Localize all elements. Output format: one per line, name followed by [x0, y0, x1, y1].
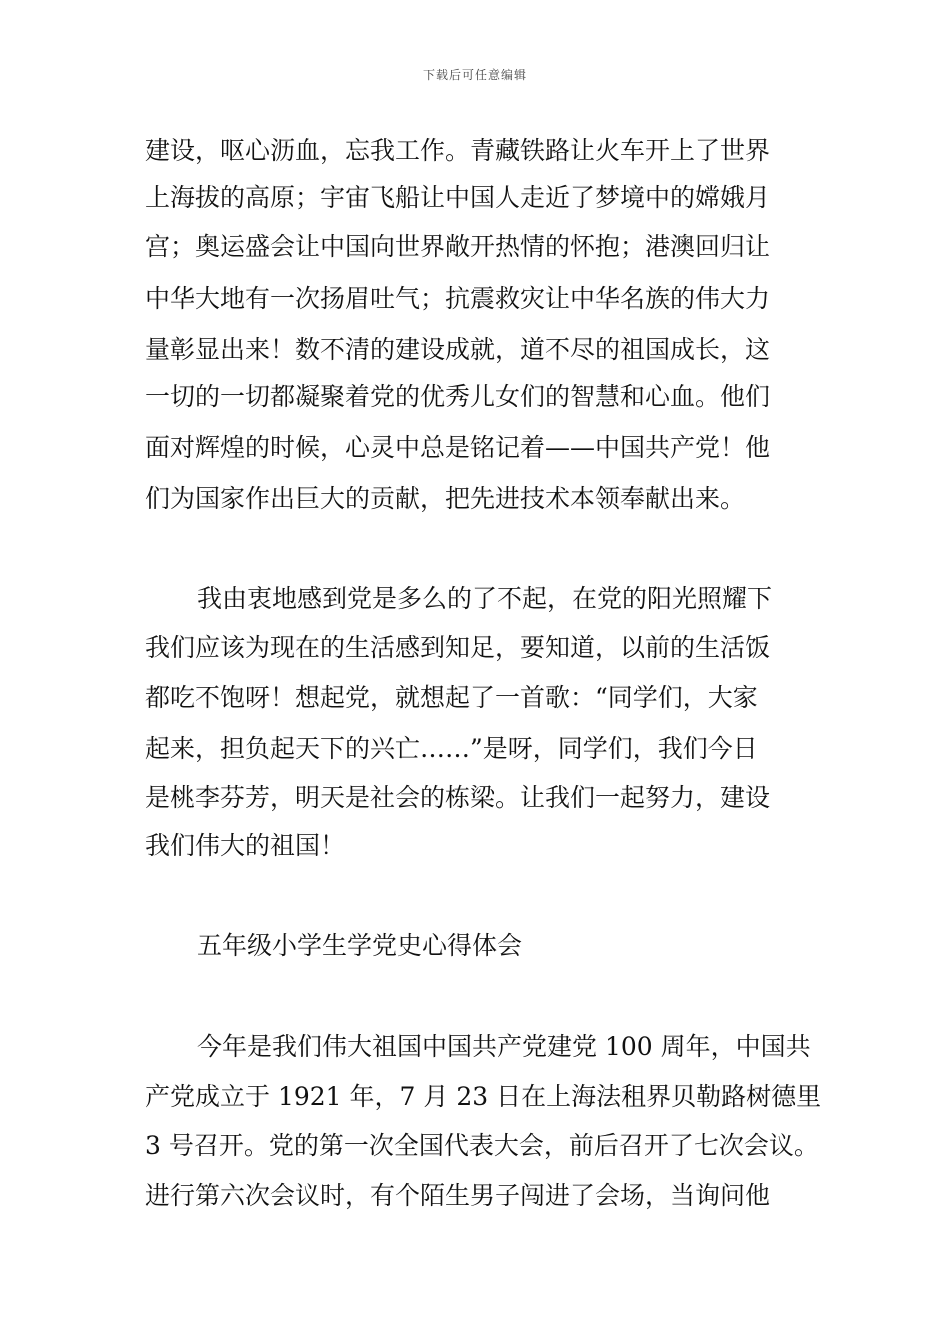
- paragraph-1-line: 上海拔的高原；宇宙飞船让中国人走近了梦境中的嫦娥月: [145, 183, 771, 212]
- paragraph-2-line: 我由衷地感到党是多么的了不起，在党的阳光照耀下: [197, 584, 773, 613]
- paragraph-3-line: 进行第六次会议时，有个陌生男子闯进了会场，当询问他: [145, 1181, 771, 1210]
- header-note: 下载后可任意编辑: [422, 68, 527, 82]
- paragraph-2-line: 起来，担负起天下的兴亡……”是呀，同学们，我们今日: [145, 734, 758, 763]
- paragraph-3-line: 3 号召开。党的第一次全国代表大会，前后召开了七次会议。: [145, 1131, 819, 1160]
- section-title: 五年级小学生学党史心得体会: [197, 931, 523, 960]
- paragraph-1-line: 们为国家作出巨大的贡献，把先进技术本领奉献出来。: [145, 484, 746, 513]
- paragraph-3-line: 产党成立于 1921 年，7 月 23 日在上海法租界贝勒路树德里: [145, 1082, 822, 1111]
- paragraph-2-line: 我们应该为现在的生活感到知足，要知道，以前的生活饭: [145, 633, 771, 662]
- paragraph-1-line: 一切的一切都凝聚着党的优秀儿女们的智慧和心血。他们: [145, 382, 771, 411]
- paragraph-2-line: 都吃不饱呀！想起党，就想起了一首歌：“同学们，大家: [145, 683, 758, 712]
- paragraph-1-line: 面对辉煌的时候，心灵中总是铭记着——中国共产党！他: [145, 433, 771, 462]
- paragraph-1-line: 宫；奥运盛会让中国向世界敞开热情的怀抱；港澳回归让: [145, 232, 771, 261]
- paragraph-1-line: 量彰显出来！数不清的建设成就，道不尽的祖国成长，这: [145, 335, 771, 364]
- paragraph-1-line: 建设，呕心沥血，忘我工作。青藏铁路让火车开上了世界: [145, 136, 771, 165]
- paragraph-2-line: 我们伟大的祖国！: [145, 831, 346, 860]
- paragraph-2-line: 是桃李芬芳，明天是社会的栋梁。让我们一起努力，建设: [145, 783, 771, 812]
- paragraph-3-line: 今年是我们伟大祖国中国共产党建党 100 周年，中国共: [197, 1032, 811, 1061]
- paragraph-1-line: 中华大地有一次扬眉吐气；抗震救灾让中华名族的伟大力: [145, 284, 771, 313]
